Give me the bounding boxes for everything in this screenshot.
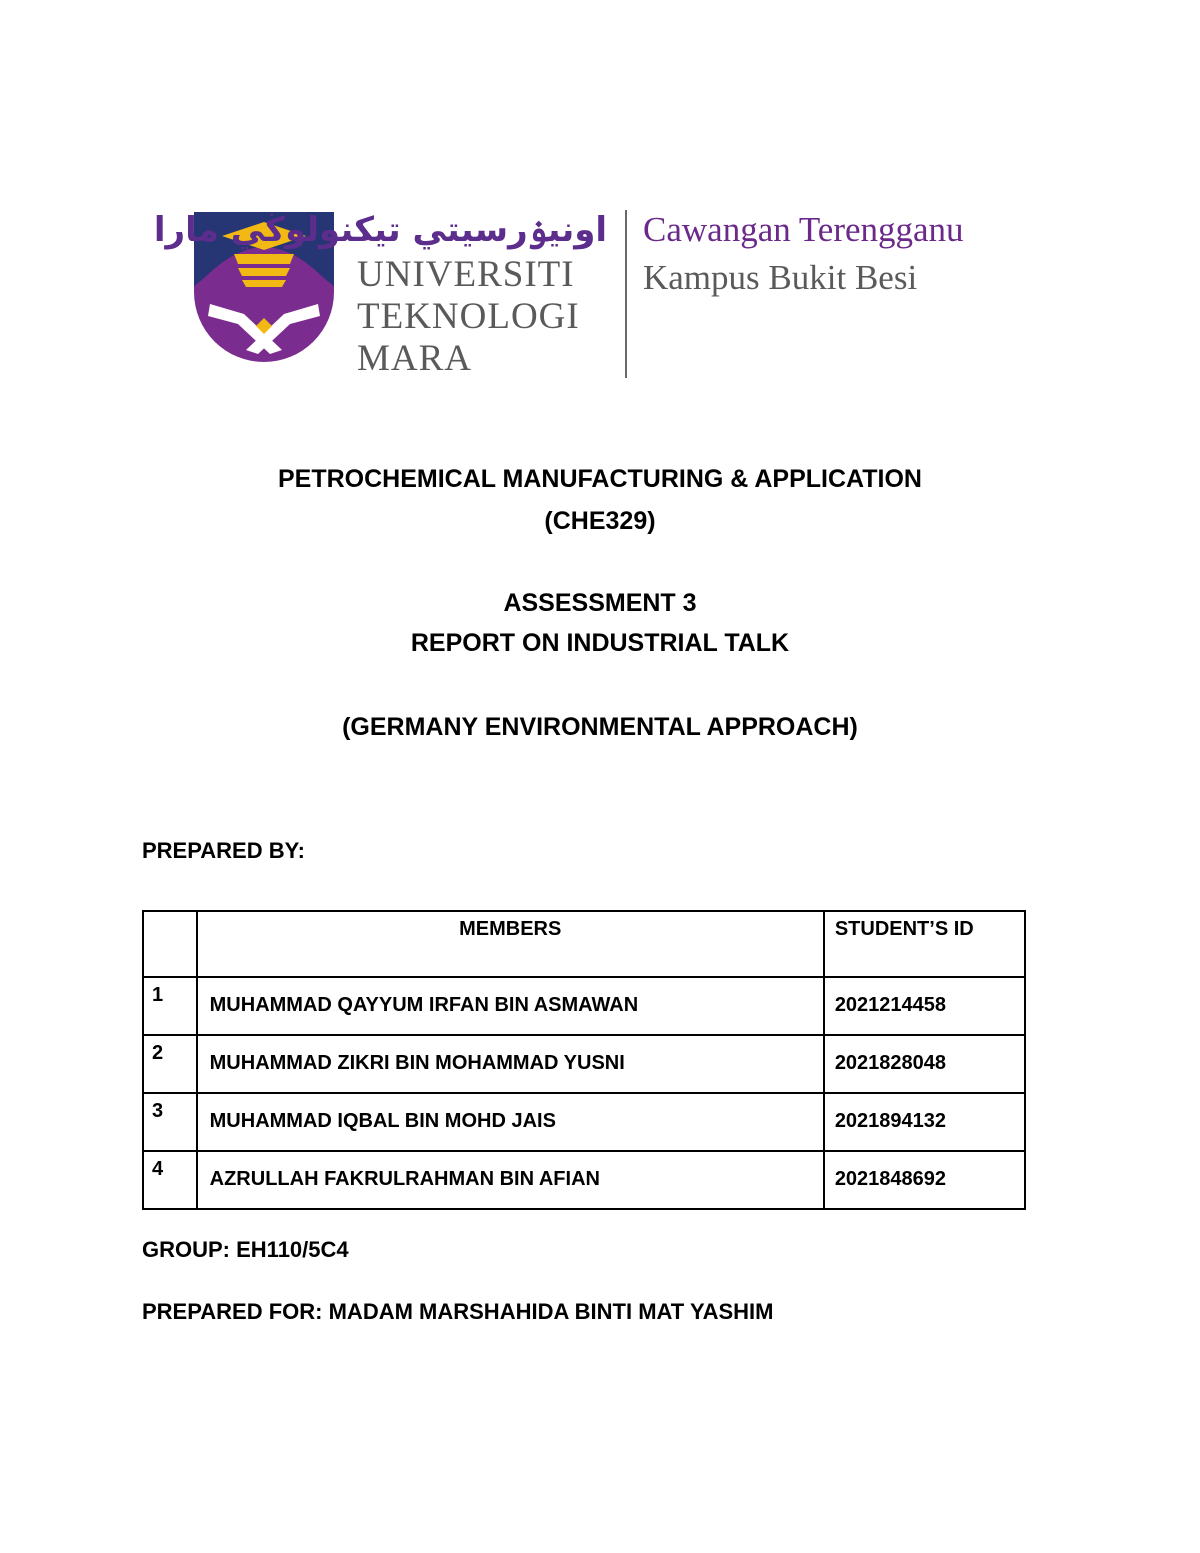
student-id-cell [824,1093,1025,1151]
members-table [142,910,1026,1210]
logo-divider [625,210,627,378]
table-row [143,1151,1025,1209]
member-name-cell [197,1151,824,1209]
student-id-cell [824,1151,1025,1209]
student-id-cell [824,1035,1025,1093]
wordmark-line-teknologi: TEKNOLOGI [357,296,580,337]
table-row [143,977,1025,1035]
course-name: PETROCHEMICAL MANUFACTURING & APPLICATION [278,465,922,493]
table-row [143,1093,1025,1151]
member-name: MUHAMMAD QAYYUM IRFAN BIN ASMAWAN [209,994,639,1016]
table-row [143,1035,1025,1093]
row-number: 4 [143,1151,197,1209]
student-id: 2021828048 [834,1052,947,1074]
group-text: GROUP: EH110/5C4 [142,1237,349,1262]
student-id-cell [824,977,1025,1035]
row-number: 1 [143,977,197,1035]
member-name-cell [197,1093,824,1151]
campus-name: Kampus Bukit Besi [643,258,918,297]
header-student-id: STUDENT’S ID [834,918,974,940]
wordmark-line-universiti: UNIVERSITI [357,254,575,295]
report-type: REPORT ON INDUSTRIAL TALK [410,629,790,657]
header-members: MEMBERS [459,918,562,940]
report-topic: (GERMANY ENVIRONMENTAL APPROACH) [342,713,858,741]
prepared-by-label: PREPARED BY: [142,838,305,863]
member-name-cell [197,1035,824,1093]
member-name: MUHAMMAD ZIKRI BIN MOHAMMAD YUSNI [209,1052,625,1074]
row-number: 2 [143,1035,197,1093]
wordmark-line-mara: MARA [357,338,473,379]
student-id: 2021848692 [834,1168,947,1190]
header-student-id-cell [824,911,1025,977]
jawi-script-name: اونيۏرسيتي تيكنولوڬي مارا [153,210,607,250]
university-logo [153,208,1054,380]
assessment-title: ASSESSMENT 3 [503,589,697,617]
campus-branch: Cawangan Terengganu [643,210,964,249]
member-name: MUHAMMAD IQBAL BIN MOHD JAIS [209,1110,556,1132]
table-header-row [143,911,1025,977]
header-number [143,911,197,977]
university-wordmark [153,208,617,380]
member-name-cell [197,977,824,1035]
member-name: AZRULLAH FAKRULRAHMAN BIN AFIAN [209,1168,600,1190]
student-id: 2021894132 [834,1110,947,1132]
student-id: 2021214458 [834,994,947,1016]
row-number: 3 [143,1093,197,1151]
header-members-cell [197,911,824,977]
prepared-for-text: PREPARED FOR: MADAM MARSHAHIDA BINTI MAT YASHIM [142,1299,774,1324]
course-code: (CHE329) [544,507,656,535]
